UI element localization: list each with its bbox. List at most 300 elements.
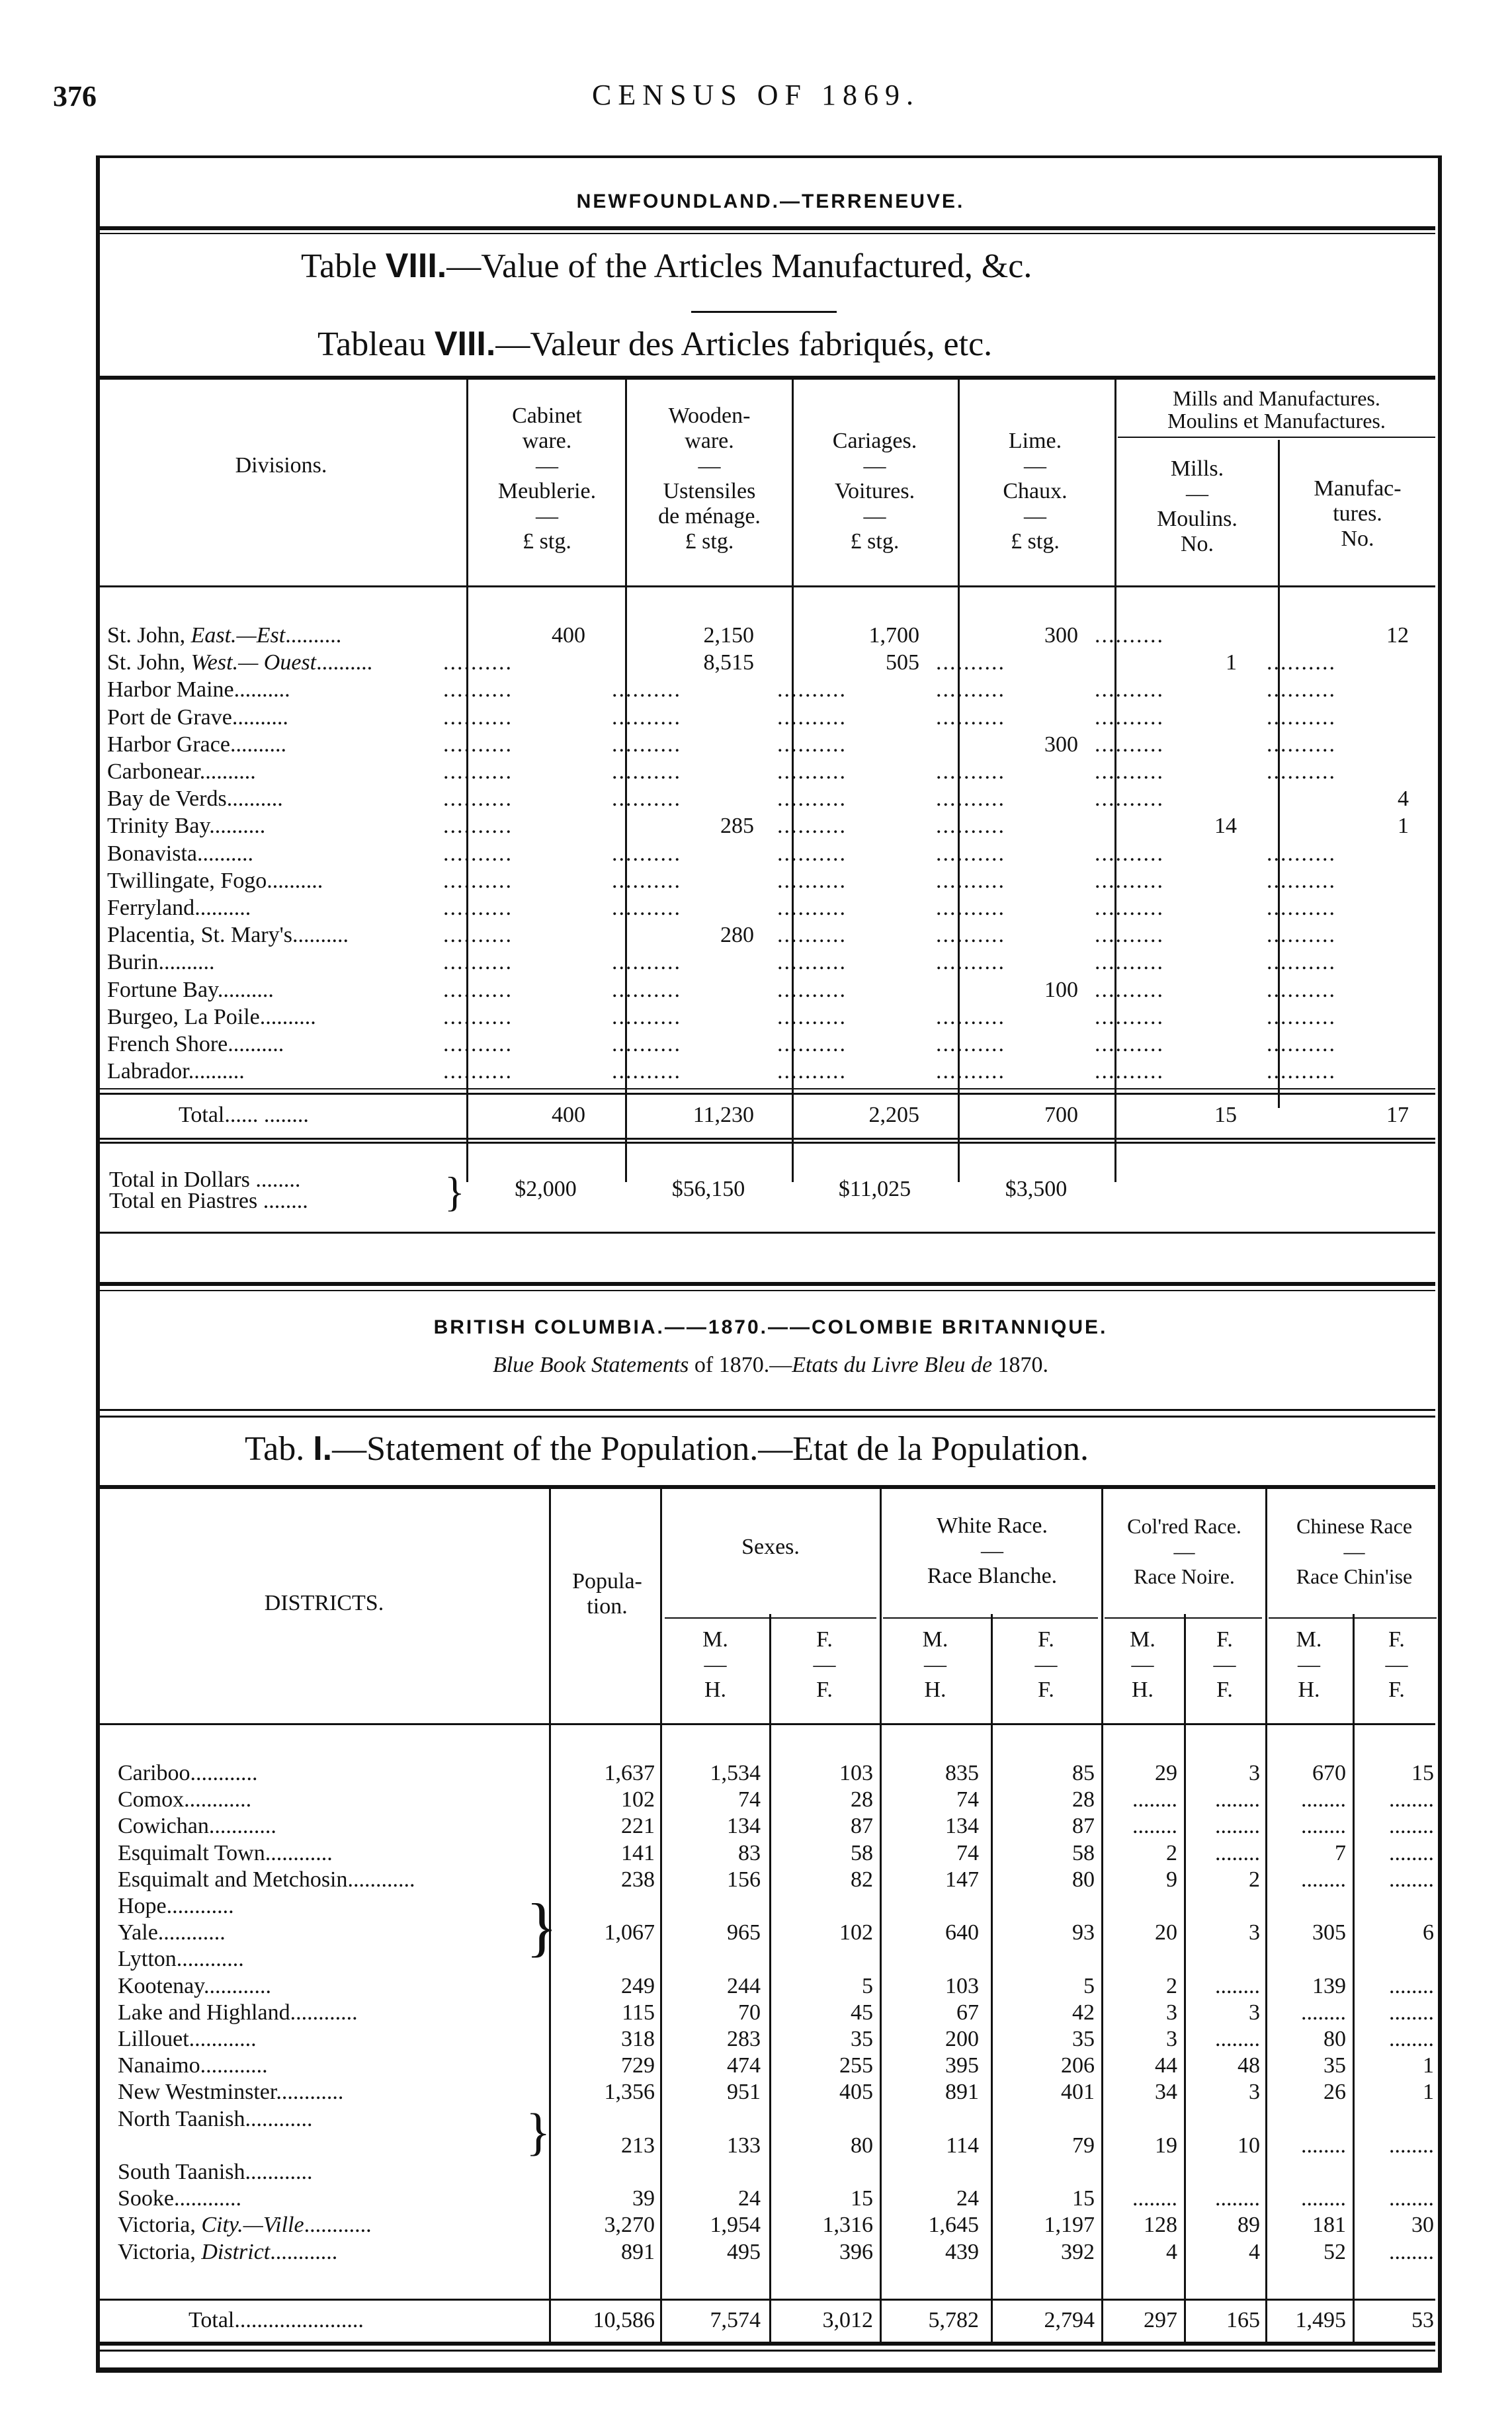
header-line: Mills.: [1170, 456, 1224, 481]
nf-total-manuf: 17: [1386, 1103, 1409, 1127]
brace: }: [526, 2102, 551, 2160]
header-line: —: [1024, 454, 1046, 478]
nf-empty-manuf: ..........: [1267, 652, 1336, 674]
nf-empty-cariages: ..........: [777, 843, 847, 865]
bc-cell-f: 28: [851, 1787, 873, 1812]
bc-total-chm: 1,495: [1295, 2308, 1346, 2332]
bc-cell-m: 1,534: [710, 1761, 761, 1785]
header-line: tures.: [1333, 501, 1382, 526]
bc-cell-m: 83: [738, 1840, 761, 1865]
leader-dots: ..........: [231, 704, 288, 730]
male-subhead: [1101, 1627, 1184, 1703]
nf-empty-lime: ..........: [936, 898, 1005, 919]
bc-empty-chf: ........: [1389, 1789, 1434, 1811]
bc-cell-f: 87: [851, 1814, 873, 1839]
bc-cell-chf: 6: [1423, 1920, 1434, 1945]
nf-empty-wooden: ..........: [612, 1006, 681, 1028]
bc-total-m: 7,574: [710, 2308, 761, 2332]
bc-cell-wm: 24: [956, 2186, 979, 2211]
district-text: Lytton: [118, 1947, 177, 1972]
nf-empty-lime: ..........: [936, 925, 1005, 947]
bc-empty-chf: ........: [1389, 2002, 1434, 2023]
division-text: Port de Grave: [107, 704, 232, 730]
bc-cell-chm: 80: [1323, 2027, 1346, 2051]
district-text: South Taanish: [118, 2160, 245, 2184]
bc-cell-cf: 89: [1238, 2213, 1260, 2238]
leader-dots: ..........: [230, 732, 286, 757]
subhead-line: —: [1131, 1652, 1154, 1677]
nf-empty-cabinet: ..........: [443, 679, 513, 701]
header-line: Ustensiles: [663, 479, 756, 503]
bc-empty-chf: ........: [1389, 2029, 1434, 2050]
nf-empty-cabinet: ..........: [443, 761, 513, 783]
bc-cell-wf: 392: [1061, 2239, 1095, 2264]
leader-dots: ............: [190, 1761, 258, 1785]
bc-cell-chm: 35: [1323, 2053, 1346, 2078]
leader-dots: ..........: [285, 623, 342, 648]
bc-cell-f: 35: [851, 2027, 873, 2051]
bc-cell-f: 102: [839, 1920, 873, 1945]
bc-cell-pop: 39: [632, 2186, 655, 2211]
nf-empty-cariages: ..........: [777, 761, 847, 783]
subhead-line: M.: [702, 1627, 728, 1652]
leader-dots: ............: [304, 2213, 372, 2238]
nf-empty-cabinet: ..........: [443, 816, 513, 837]
bc-cell-m: 74: [738, 1787, 761, 1812]
nf-dollars-lime: $3,500: [1005, 1177, 1068, 1201]
division-text: Carbonear: [107, 759, 200, 784]
leader-dots: ..........: [194, 896, 251, 920]
bc-cell-m: 283: [727, 2027, 761, 2051]
nf-cell-wooden: 8,515: [703, 650, 754, 675]
header-line: ware.: [522, 429, 572, 453]
nf-col-mills-group: Mills and Manufactures. Moulins et Manufactures.: [1167, 386, 1386, 433]
nf-empty-lime: ..........: [936, 706, 1005, 728]
header-line: —: [863, 454, 886, 478]
nf-col-mills: [1118, 456, 1277, 557]
female-subhead: [1184, 1627, 1265, 1703]
bc-empty-cf: ........: [1215, 1975, 1260, 1997]
bc-empty-chm: ........: [1301, 1869, 1346, 1891]
header-line: £ stg.: [1011, 529, 1060, 554]
nf-dollars-label-2: Total en Piastres ........: [109, 1189, 308, 1213]
bc-cell-wf: 58: [1072, 1840, 1095, 1865]
nf-cell-manuf: 4: [1398, 787, 1409, 812]
leader-dots: ............: [270, 2239, 338, 2264]
bc-cell-cf: 3: [1249, 1761, 1260, 1785]
leader-dots: ..........: [199, 759, 256, 784]
nf-empty-wooden: ..........: [612, 1061, 681, 1083]
nf-empty-cariages: ..........: [777, 816, 847, 837]
bc-cell-pop: 1,637: [604, 1761, 655, 1785]
nf-empty-manuf: ..........: [1267, 706, 1336, 728]
bc-cell-f: 5: [862, 1973, 873, 1998]
header-line: No.: [1341, 527, 1374, 551]
subhead-line: —: [1298, 1652, 1320, 1677]
nf-cell-mills: 14: [1214, 814, 1237, 839]
nf-empty-manuf: ..........: [1267, 1061, 1336, 1083]
leader-dots: ............: [276, 2080, 344, 2105]
district-text-italic: District: [201, 2239, 271, 2264]
header-line: £ stg.: [850, 529, 900, 554]
bc-cell-m: 70: [738, 2000, 761, 2025]
nf-total-lime: 700: [1044, 1103, 1078, 1127]
leader-dots: ..........: [267, 868, 323, 893]
bc-cell-f: 80: [851, 2133, 873, 2158]
nf-empty-mills: ..........: [1095, 1061, 1164, 1083]
leader-dots: ..........: [188, 1059, 245, 1084]
bc-district-name: [118, 1896, 234, 1917]
header-line: de ménage.: [658, 504, 761, 529]
male-subhead: [880, 1627, 991, 1703]
nf-total-cariages: 2,205: [868, 1103, 919, 1127]
brace: }: [526, 1890, 558, 1963]
bc-cell-f: 82: [851, 1867, 873, 1892]
bc-empty-chf: ........: [1389, 2188, 1434, 2210]
district-text: Victoria,: [118, 2239, 202, 2264]
nf-division-name: [107, 898, 251, 919]
nf-empty-cabinet: ..........: [443, 979, 513, 1001]
nf-empty-wooden: ..........: [612, 870, 681, 892]
nf-total-mills: 15: [1214, 1103, 1237, 1127]
bc-cell-chf: 1: [1423, 2080, 1434, 2105]
nf-empty-wooden: ..........: [612, 898, 681, 919]
bc-cell-pop: 213: [621, 2133, 655, 2158]
subhead-line: F.: [1216, 1627, 1233, 1652]
bc-total-chf: 53: [1411, 2308, 1434, 2332]
nf-empty-cariages: ..........: [777, 1061, 847, 1083]
running-head: CENSUS OF 1869.: [592, 79, 920, 111]
bc-empty-cf: ........: [1215, 1842, 1260, 1864]
division-text: Placentia, St. Mary's: [107, 923, 292, 948]
bc-cell-pop: 891: [621, 2239, 655, 2264]
bc-total-pop: 10,586: [593, 2308, 655, 2332]
nf-empty-lime: ..........: [936, 788, 1005, 810]
nf-empty-mills: ..........: [1095, 734, 1164, 755]
bc-cell-wm: 103: [945, 1973, 979, 1998]
leader-dots: ............: [290, 2000, 358, 2025]
bc-empty-cm: ........: [1132, 1789, 1177, 1811]
subhead-line: F.: [1216, 1678, 1233, 1702]
nf-cell-wooden: 2,150: [703, 623, 754, 648]
nf-empty-lime: ..........: [936, 679, 1005, 701]
district-text-italic: City.—Ville: [201, 2213, 304, 2238]
header-line: —: [1186, 482, 1208, 506]
header-line: —: [536, 504, 558, 529]
nf-empty-mills: ..........: [1095, 979, 1164, 1001]
subhead-line: M.: [1296, 1627, 1322, 1652]
bc-col-sexes: Sexes.: [741, 1535, 800, 1559]
nf-empty-manuf: ..........: [1267, 1006, 1336, 1028]
nf-division-name: [107, 925, 349, 946]
nf-empty-cabinet: ..........: [443, 843, 513, 865]
bc-district-name: [118, 2215, 372, 2236]
subhead-line: M.: [922, 1627, 948, 1652]
bc-district-name: [118, 2239, 338, 2264]
nf-cell-lime: 100: [1044, 977, 1078, 1002]
bc-cell-pop: 1,067: [604, 1920, 655, 1945]
bc-cell-wf: 35: [1072, 2027, 1095, 2051]
bc-district-name: [118, 1973, 271, 1998]
bc-cell-wf: 80: [1072, 1867, 1095, 1892]
subhead-line: —: [813, 1652, 836, 1677]
bc-total-label: Total.......................: [189, 2308, 364, 2332]
division-text-italic: East.—Est: [190, 623, 286, 648]
division-text: Trinity Bay: [107, 814, 210, 839]
bc-empty-chf: ........: [1389, 2241, 1434, 2263]
nf-division-name: [107, 704, 288, 730]
division-text: Burgeo, La Poile: [107, 1004, 260, 1029]
nf-empty-manuf: ..........: [1267, 925, 1336, 947]
division-text: St. John,: [107, 650, 191, 675]
nf-empty-mills: ..........: [1095, 952, 1164, 974]
nf-cell-cariages: 505: [886, 650, 919, 675]
bc-cell-cf: 2: [1249, 1867, 1260, 1892]
nf-empty-manuf: ..........: [1267, 843, 1336, 865]
bc-cell-cm: 3: [1166, 2000, 1177, 2025]
bc-cell-wm: 147: [945, 1867, 979, 1892]
nf-empty-wooden: ..........: [612, 843, 681, 865]
leader-dots: ..........: [259, 1004, 316, 1029]
division-text: French Shore: [107, 1032, 228, 1056]
bc-title: Tab. I.—Statement of the Population.—Etat de la Population.: [245, 1429, 1089, 1468]
nf-empty-manuf: ..........: [1267, 952, 1336, 974]
bc-cell-wm: 67: [956, 2000, 979, 2025]
leader-dots: ............: [157, 1920, 226, 1945]
bc-cell-cm: 2: [1166, 1973, 1177, 1998]
bc-district-name: [118, 1869, 415, 1891]
bc-empty-chm: ........: [1301, 1816, 1346, 1838]
bc-cell-f: 58: [851, 1840, 873, 1865]
bc-empty-cf: ........: [1215, 2029, 1260, 2050]
nf-dollars-label-1: Total in Dollars ........: [109, 1168, 301, 1192]
page-number: 376: [53, 80, 97, 112]
header-line: Chaux.: [1003, 479, 1068, 503]
bc-col-population: Popula- tion.: [572, 1569, 642, 1619]
nf-empty-mills: ..........: [1095, 706, 1164, 728]
bc-cell-f: 45: [851, 2000, 873, 2025]
bc-empty-chm: ........: [1301, 2002, 1346, 2023]
nf-empty-mills: ..........: [1095, 843, 1164, 865]
bc-empty-cm: ........: [1132, 1816, 1177, 1838]
nf-col-cabinet: [471, 404, 623, 554]
nf-total-wooden: 11,230: [693, 1103, 754, 1127]
bc-cell-cf: 10: [1238, 2133, 1260, 2158]
nf-title-en: Table VIII.—Value of the Articles Manufactured, &c.: [301, 247, 1032, 285]
header-line: Cariages.: [832, 429, 917, 453]
nf-empty-wooden: ..........: [612, 788, 681, 810]
header-line: —: [1024, 504, 1046, 529]
bc-cell-cm: 19: [1155, 2133, 1177, 2158]
nf-empty-wooden: ..........: [612, 679, 681, 701]
bc-col-chinese: Chinese Race — Race Chin'ise: [1296, 1514, 1413, 1588]
bc-region-heading: BRITISH COLUMBIA.——1870.——COLOMBIE BRITANNIQUE.: [433, 1316, 1108, 1338]
bc-cell-m: 134: [727, 1814, 761, 1839]
division-text: Twillingate, Fogo: [107, 868, 267, 893]
female-subhead: [991, 1627, 1101, 1703]
nf-division-name: [107, 977, 274, 1002]
group-rule: [1105, 1617, 1262, 1619]
district-text: Comox: [118, 1787, 185, 1812]
leader-dots: ............: [245, 2106, 313, 2131]
bc-cell-wm: 114: [946, 2133, 979, 2158]
nf-empty-cariages: ..........: [777, 870, 847, 892]
bc-cell-wm: 835: [945, 1761, 979, 1785]
header-line: —: [698, 454, 721, 478]
bc-cell-chm: 181: [1312, 2213, 1346, 2238]
bc-cell-chm: 670: [1312, 1761, 1346, 1785]
bc-empty-cf: ........: [1215, 1789, 1260, 1811]
subhead-line: F.: [1388, 1678, 1405, 1702]
header-line: Moulins.: [1157, 507, 1238, 531]
nf-empty-mills: ..........: [1095, 761, 1164, 783]
district-text: Hope: [118, 1894, 167, 1918]
bc-empty-chm: ........: [1301, 2135, 1346, 2156]
subhead-line: F.: [816, 1627, 833, 1652]
header-line: —: [536, 454, 558, 478]
bc-district-name: [118, 2029, 257, 2050]
division-text: Bonavista: [107, 841, 197, 866]
nf-total-label: Total...... ........: [179, 1103, 309, 1127]
bc-empty-chf: ........: [1389, 1816, 1434, 1838]
nf-empty-cariages: ..........: [777, 925, 847, 947]
bc-cell-cf: 3: [1249, 2080, 1260, 2105]
leader-dots: ..........: [196, 841, 253, 866]
bc-district-name: [118, 1763, 258, 1784]
nf-col-lime: [959, 429, 1111, 554]
bc-cell-f: 255: [839, 2053, 873, 2078]
bc-empty-chm: ........: [1301, 2188, 1346, 2210]
bc-total-f: 3,012: [822, 2308, 873, 2332]
bc-empty-cf: ........: [1215, 1816, 1260, 1838]
nf-division-name: [107, 788, 283, 810]
bc-cell-chm: 52: [1323, 2239, 1346, 2264]
nf-empty-manuf: ..........: [1267, 898, 1336, 919]
nf-empty-mills: ..........: [1095, 1006, 1164, 1028]
nf-empty-cariages: ..........: [777, 706, 847, 728]
nf-empty-cabinet: ..........: [443, 788, 513, 810]
leader-dots: ............: [347, 1867, 415, 1892]
nf-cell-cariages: 1,700: [868, 623, 919, 648]
bc-cell-wf: 15: [1072, 2186, 1095, 2211]
bc-district-name: [118, 2106, 313, 2131]
bc-cell-wf: 5: [1083, 1973, 1095, 1998]
leader-dots: ............: [189, 2027, 257, 2051]
leader-dots: ..........: [226, 787, 283, 812]
nf-empty-lime: ..........: [936, 1061, 1005, 1083]
leader-dots: ..........: [217, 977, 274, 1002]
district-text: Esquimalt and Metchosin: [118, 1867, 348, 1892]
header-line: Meublerie.: [497, 479, 597, 503]
nf-empty-mills: ..........: [1095, 625, 1164, 646]
bc-cell-cm: 34: [1155, 2080, 1177, 2105]
bc-cell-cm: 4: [1166, 2239, 1177, 2264]
bc-empty-cm: ........: [1132, 2188, 1177, 2210]
district-text: Victoria,: [118, 2213, 202, 2238]
bc-district-name: [118, 2082, 343, 2103]
division-text: Burin: [107, 950, 159, 975]
bc-cell-wm: 439: [945, 2239, 979, 2264]
leader-dots: ..........: [316, 650, 373, 675]
bc-cell-wf: 79: [1072, 2133, 1095, 2158]
nf-empty-cariages: ..........: [777, 898, 847, 919]
bc-cell-chf: 1: [1423, 2053, 1434, 2078]
nf-empty-manuf: ..........: [1267, 1034, 1336, 1055]
nf-empty-manuf: ..........: [1267, 679, 1336, 701]
district-text: Kootenay: [118, 1973, 204, 1998]
bc-cell-wm: 134: [945, 1814, 979, 1839]
district-text: Cariboo: [118, 1761, 190, 1785]
nf-empty-cariages: ..........: [777, 952, 847, 974]
leader-dots: ............: [265, 1840, 333, 1865]
leader-dots: ............: [200, 2053, 268, 2078]
division-text-italic: West.— Ouest: [190, 650, 317, 675]
bc-cell-pop: 1,356: [604, 2080, 655, 2105]
nf-division-name: [107, 761, 256, 783]
bc-district-name: [118, 2188, 241, 2209]
bc-cell-cm: 29: [1155, 1761, 1177, 1785]
bc-cell-wm: 74: [956, 1787, 979, 1812]
bc-cell-m: 156: [727, 1867, 761, 1892]
bc-total-wf: 2,794: [1044, 2308, 1095, 2332]
nf-division-name: [107, 868, 323, 893]
bc-cell-cm: 9: [1166, 1867, 1177, 1892]
nf-empty-cabinet: ..........: [443, 652, 513, 674]
nf-division-name: [107, 816, 265, 837]
bc-district-name: [118, 1789, 251, 1810]
header-line: Cabinet: [512, 404, 582, 428]
nf-division-name: [107, 1034, 284, 1055]
leader-dots: ..........: [228, 1032, 284, 1056]
nf-empty-wooden: ..........: [612, 734, 681, 755]
nf-empty-manuf: ..........: [1267, 979, 1336, 1001]
female-subhead: [769, 1627, 880, 1703]
nf-col-cariages: [794, 429, 956, 554]
leader-dots: ..........: [158, 950, 215, 975]
bc-cell-m: 474: [727, 2053, 761, 2078]
subhead-line: —: [1213, 1652, 1236, 1677]
nf-col-divisions: Divisions.: [235, 453, 327, 478]
leader-dots: ............: [174, 2186, 241, 2211]
bc-cell-wf: 42: [1072, 2000, 1095, 2025]
bc-cell-cf: 4: [1249, 2239, 1260, 2264]
bc-cell-cm: 3: [1166, 2027, 1177, 2051]
nf-empty-manuf: ..........: [1267, 870, 1336, 892]
bc-cell-wf: 206: [1061, 2053, 1095, 2078]
bc-cell-m: 244: [727, 1973, 761, 1998]
bc-empty-chm: ........: [1301, 1789, 1346, 1811]
nf-cell-lime: 300: [1044, 732, 1078, 757]
subhead-line: —: [924, 1652, 946, 1677]
bc-cell-wf: 1,197: [1044, 2213, 1095, 2238]
district-text: Yale: [118, 1920, 158, 1945]
leader-dots: ............: [166, 1894, 234, 1918]
bc-cell-chf: 15: [1411, 1761, 1434, 1785]
nf-empty-lime: ..........: [936, 870, 1005, 892]
nf-empty-mills: ..........: [1095, 1034, 1164, 1055]
nf-empty-lime: ..........: [936, 816, 1005, 837]
nf-cell-manuf: 12: [1386, 623, 1409, 648]
subhead-line: F.: [1038, 1678, 1054, 1702]
bc-district-name: [118, 1922, 226, 1943]
bc-empty-chf: ........: [1389, 1842, 1434, 1864]
header-line: —: [863, 504, 886, 529]
division-text: Harbor Grace: [107, 732, 230, 757]
male-subhead: [661, 1627, 769, 1703]
leader-dots: ..........: [209, 814, 266, 839]
bc-col-colored: Col'red Race. — Race Noire.: [1127, 1514, 1241, 1588]
bc-cell-cf: 48: [1238, 2053, 1260, 2078]
